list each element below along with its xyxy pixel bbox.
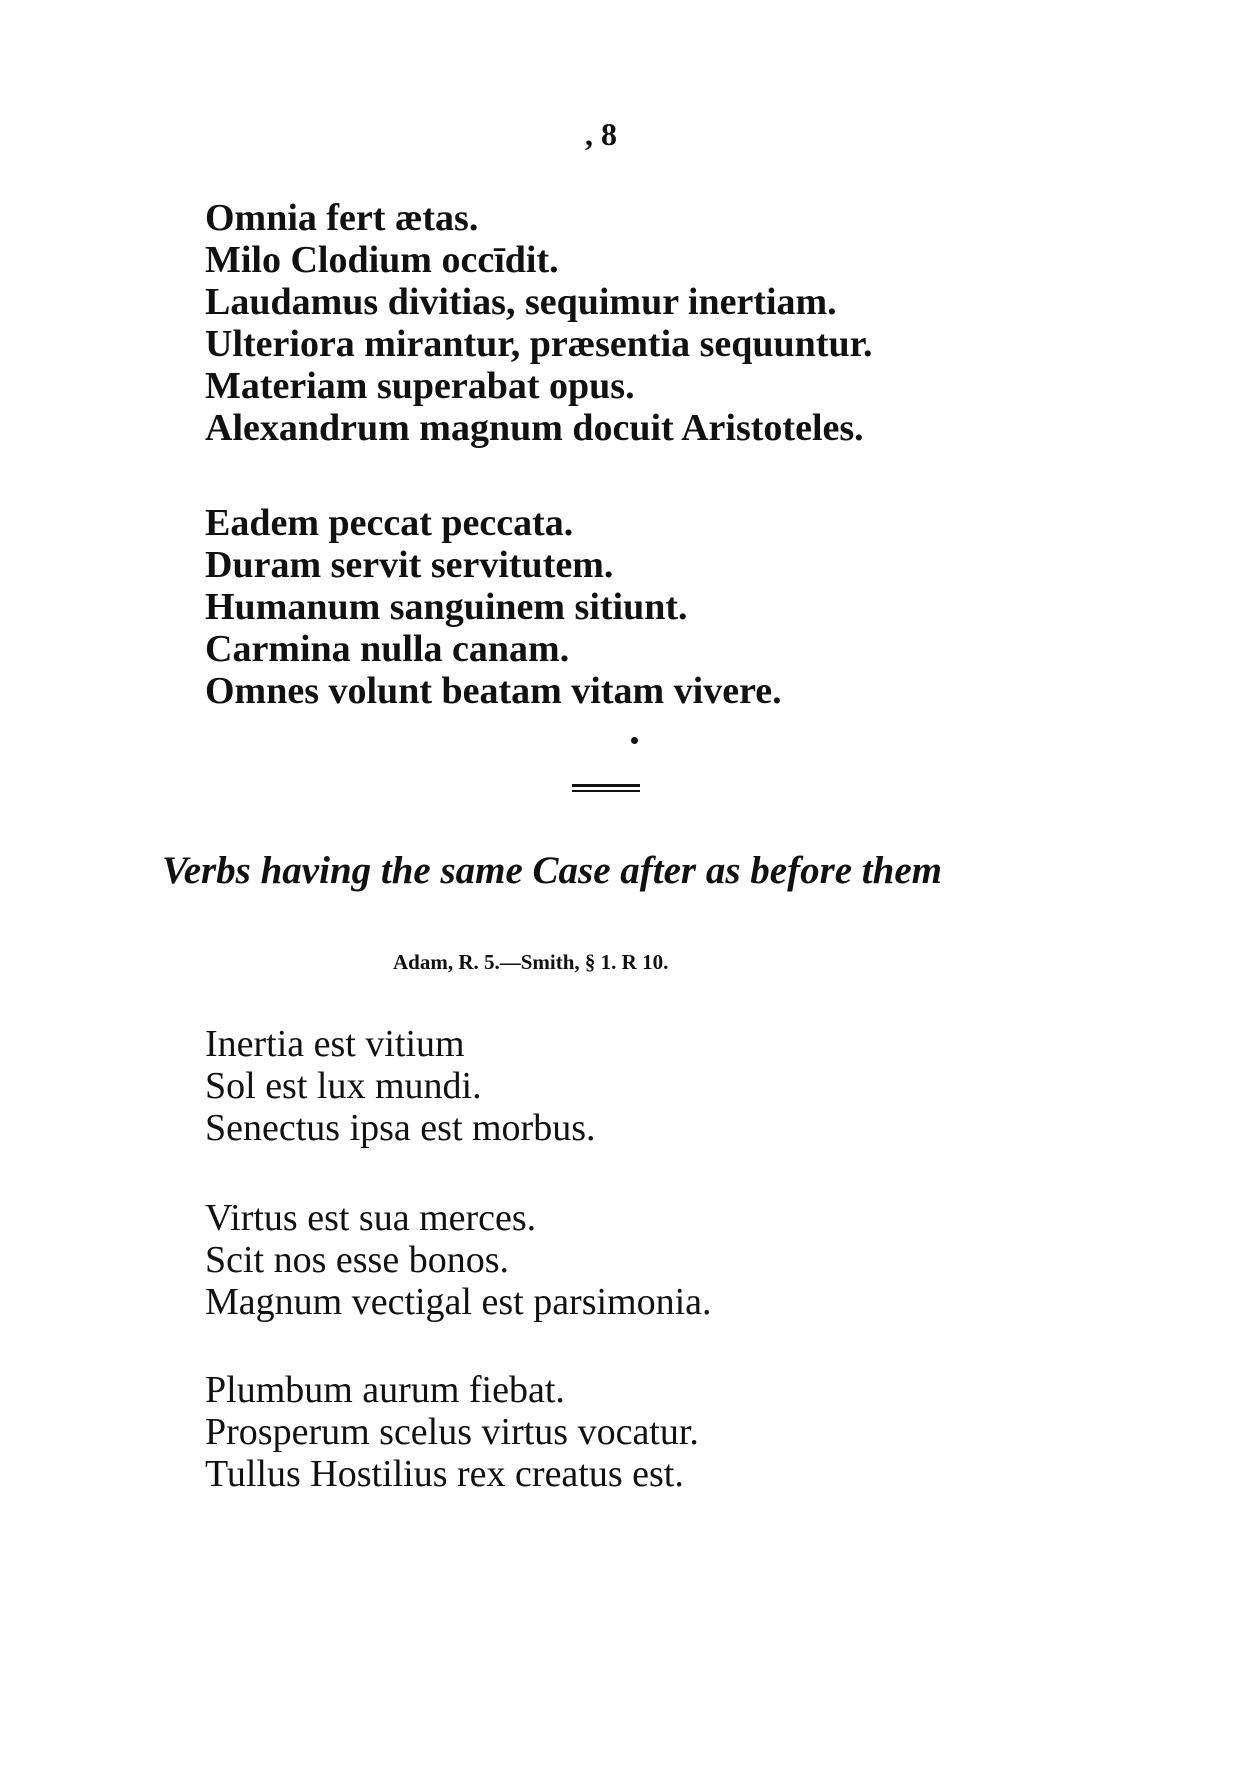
sentence-line: Inertia est vitium	[205, 1023, 465, 1065]
section-divider-rule	[572, 784, 640, 792]
sentence-line: Eadem peccat peccata.	[205, 502, 574, 544]
sentence-line: Sol est lux mundi.	[205, 1065, 482, 1107]
sentence-line: Laudamus divitias, sequimur inertiam.	[205, 281, 837, 323]
sentence-line: Milo Clodium occīdit.	[205, 239, 559, 281]
sentence-line: Senectus ipsa est morbus.	[205, 1107, 596, 1149]
sentence-group-3	[205, 1023, 596, 1149]
sentence-line: Carmina nulla canam.	[205, 628, 570, 670]
sentence-group-1	[205, 197, 873, 449]
page-number: , 8	[585, 116, 617, 152]
sentence-group-4	[205, 1197, 712, 1323]
sentence-line: Virtus est sua merces.	[205, 1197, 537, 1239]
sentence-line: Ulteriora mirantur, præsentia sequuntur.	[205, 323, 873, 365]
sentence-line: Omnes volunt beatam vitam vivere.	[205, 670, 782, 712]
sentence-group-2	[205, 502, 782, 712]
ornament-dot	[631, 737, 638, 744]
section-heading: Verbs having the same Case after as before them	[162, 849, 942, 892]
sentence-line: Prosperum scelus virtus vocatur.	[205, 1411, 699, 1453]
sentence-line: Tullus Hostilius rex creatus est.	[205, 1453, 684, 1495]
sentence-group-5	[205, 1369, 699, 1495]
grammar-reference: Adam, R. 5.—Smith, § 1. R 10.	[393, 950, 669, 974]
sentence-line: Plumbum aurum fiebat.	[205, 1369, 565, 1411]
sentence-line: Omnia fert ætas.	[205, 197, 479, 239]
sentence-line: Magnum vectigal est parsimonia.	[205, 1281, 712, 1323]
sentence-line: Humanum sanguinem sitiunt.	[205, 586, 688, 628]
sentence-line: Alexandrum magnum docuit Aristoteles.	[205, 407, 864, 449]
sentence-line: Scit nos esse bonos.	[205, 1239, 509, 1281]
sentence-line: Duram servit servitutem.	[205, 544, 614, 586]
sentence-line: Materiam superabat opus.	[205, 365, 635, 407]
